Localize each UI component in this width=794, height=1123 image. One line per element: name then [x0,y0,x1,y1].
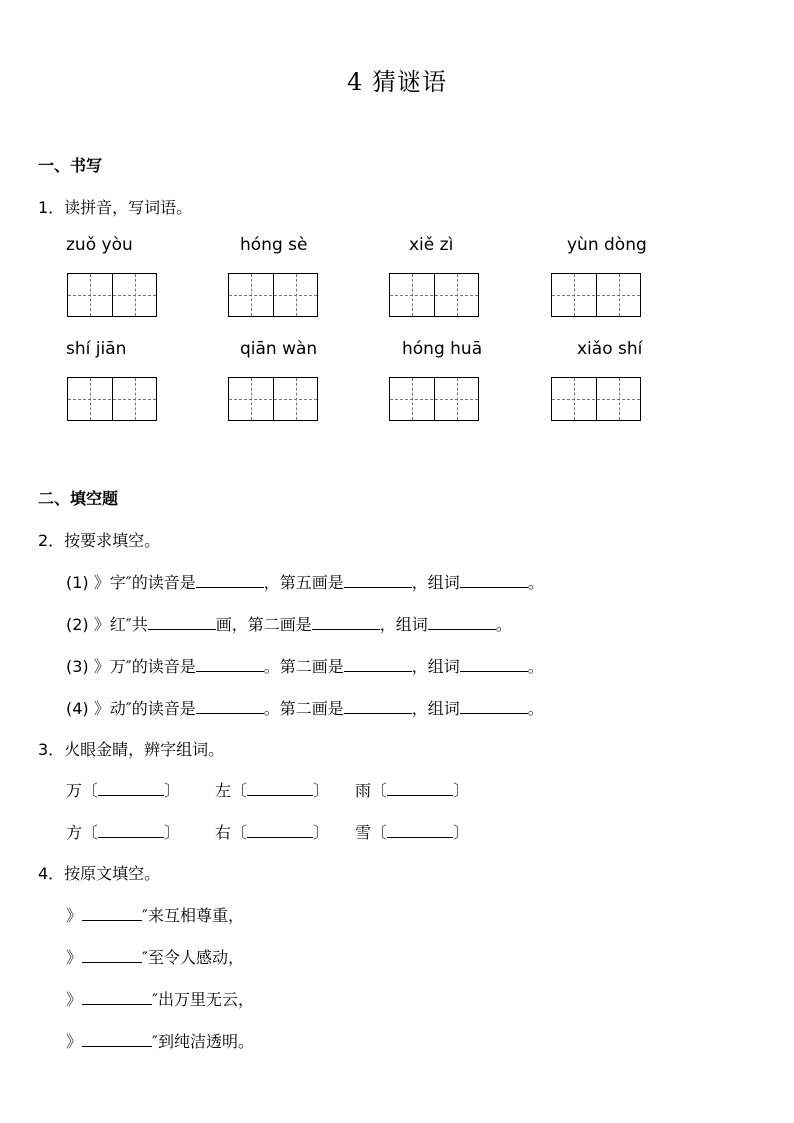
q2-item [66,696,544,719]
q4-item [66,987,254,1010]
q2-item [66,612,512,635]
section-heading-writing: 一、书写 [38,156,103,175]
answer-blank[interactable] [98,823,164,838]
writing-grid[interactable] [228,273,318,317]
section-heading-fill-in: 二、填空题 [38,489,119,508]
bracket-open: 〔 [82,823,99,842]
character: 右 [215,823,232,842]
answer-blank[interactable] [428,615,496,630]
bracket-open: 〔 [231,823,248,842]
item-text: ，第五画是 [263,573,344,592]
item-number: (4) [66,699,89,718]
item-text: ″出万里无云， [152,990,254,1009]
q3-word-pair [215,820,329,843]
answer-blank[interactable] [344,657,412,672]
bracket-open: 〔 [82,781,99,800]
writing-grid[interactable] [67,273,157,317]
answer-blank[interactable] [82,906,142,921]
writing-grid[interactable] [389,273,479,317]
writing-grid[interactable] [67,377,157,421]
pinyin-label: xiě zì [409,235,454,255]
bracket-close: 〕 [164,781,181,800]
item-number: (2) [66,615,89,634]
quote-open: 》 [66,1032,83,1051]
pinyin-label: xiǎo shí [577,339,643,359]
question-2: 2．按要求填空。 [38,531,161,550]
item-text: 。第二画是 [263,699,344,718]
answer-blank[interactable] [196,699,264,714]
item-text: ″至令人感动， [142,948,244,967]
answer-blank[interactable] [460,699,528,714]
item-text: ，组词 [411,573,460,592]
item-text: 》动″的读音是 [93,699,196,718]
answer-blank[interactable] [196,573,264,588]
item-text: 。 [527,699,544,718]
bracket-close: 〕 [453,823,470,842]
q3-word-pair [66,820,180,843]
bracket-open: 〔 [371,781,388,800]
answer-blank[interactable] [387,823,453,838]
quote-open: 》 [66,990,83,1009]
item-text: ，组词 [379,615,428,634]
writing-grid[interactable] [228,377,318,421]
item-text: ″来互相尊重， [142,906,244,925]
bracket-open: 〔 [371,823,388,842]
bracket-close: 〕 [313,823,330,842]
q2-item [66,654,544,677]
answer-blank[interactable] [312,615,380,630]
item-number: (3) [66,657,89,676]
character: 方 [66,823,83,842]
bracket-close: 〕 [164,823,181,842]
question-4: 4．按原文填空。 [38,864,161,883]
quote-open: 》 [66,948,83,967]
page-title: 4 猜谜语 [347,68,447,96]
item-text: 》字″的读音是 [93,573,196,592]
answer-blank[interactable] [247,781,313,796]
character: 雪 [355,823,372,842]
quote-open: 》 [66,906,83,925]
item-number: (1) [66,573,89,592]
writing-grid[interactable] [389,377,479,421]
bracket-close: 〕 [313,781,330,800]
q3-word-pair [215,778,329,801]
item-text: 画，第二画是 [215,615,312,634]
question-1: 1．读拼音，写词语。 [38,198,193,217]
item-text: 。 [527,573,544,592]
q4-item [66,1029,254,1052]
q3-word-pair [355,778,469,801]
answer-blank[interactable] [344,699,412,714]
q2-item [66,570,544,593]
item-text: 。第二画是 [263,657,344,676]
q4-item [66,903,244,926]
item-text: 》红″共 [93,615,148,634]
item-text: 。 [527,657,544,676]
writing-grid[interactable] [551,377,641,421]
item-text: ，组词 [411,699,460,718]
pinyin-label: hóng huā [402,339,483,359]
q4-item [66,945,244,968]
answer-blank[interactable] [196,657,264,672]
answer-blank[interactable] [82,948,142,963]
character: 雨 [355,781,372,800]
answer-blank[interactable] [148,615,216,630]
answer-blank[interactable] [247,823,313,838]
bracket-close: 〕 [453,781,470,800]
pinyin-label: qiān wàn [240,339,318,359]
character: 万 [66,781,83,800]
answer-blank[interactable] [82,1032,152,1047]
bracket-open: 〔 [231,781,248,800]
pinyin-label: shí jiān [66,339,127,359]
question-3: 3．火眼金睛，辨字组词。 [38,740,225,759]
pinyin-label: yùn dòng [567,235,647,255]
answer-blank[interactable] [460,573,528,588]
item-text: ″到纯洁透明。 [152,1032,254,1051]
pinyin-label: hóng sè [240,235,308,255]
writing-grid[interactable] [551,273,641,317]
item-text: 》万″的读音是 [93,657,196,676]
pinyin-label: zuǒ yòu [66,235,133,255]
answer-blank[interactable] [82,990,152,1005]
item-text: 。 [495,615,512,634]
q3-word-pair [66,778,180,801]
character: 左 [215,781,232,800]
answer-blank[interactable] [460,657,528,672]
answer-blank[interactable] [98,781,164,796]
answer-blank[interactable] [387,781,453,796]
q3-word-pair [355,820,469,843]
item-text: ，组词 [411,657,460,676]
answer-blank[interactable] [344,573,412,588]
